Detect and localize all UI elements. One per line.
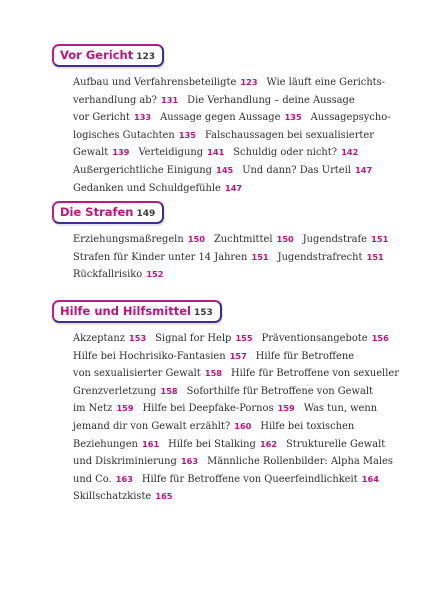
toc-entry[interactable]: Hilfe bei toxischen (260, 420, 355, 432)
toc-entry[interactable]: Rückfallrisiko 152 (73, 269, 164, 281)
toc-entry[interactable]: Wie läuft eine Gerichts- (266, 77, 386, 88)
toc-entry[interactable]: Aussage gegen Aussage 135 (160, 112, 302, 124)
toc-entry[interactable]: Akzeptanz 153 (73, 333, 147, 344)
toc-entry[interactable]: Hilfe bei Deepfake-Pornos 159 (142, 403, 295, 415)
toc-entry[interactable]: Was tun, wenn (303, 403, 378, 415)
toc-entry[interactable]: verhandlung ab? 131 (73, 94, 179, 106)
toc-entry[interactable]: Aussagepsycho- (310, 112, 391, 124)
toc-entry[interactable]: Jugendstrafe 151 (302, 234, 389, 245)
toc-entry[interactable]: Skillschatzkiste 165 (73, 491, 173, 503)
toc-entry[interactable]: Signal for Help 155 (155, 333, 253, 344)
toc-entry[interactable]: Jugendstrafrecht 151 (277, 251, 384, 263)
section-heading[interactable] (52, 44, 164, 67)
toc-entry[interactable]: Erziehungsmaßregeln 150 (73, 234, 205, 245)
toc-entry[interactable]: Außergerichtliche Einigung 145 (73, 164, 234, 176)
section-page-number: 123 (136, 52, 155, 62)
toc-entry[interactable]: Gedanken und Schuldgefühle 147 (73, 182, 243, 194)
section-title: Hilfe und Hilfsmittel (60, 304, 191, 318)
section-page-number: 149 (136, 209, 156, 219)
toc-entry[interactable]: Schuldig oder nicht? 142 (233, 147, 359, 159)
section-vor-gericht (52, 44, 391, 197)
entry-list (52, 231, 387, 284)
toc-entry[interactable]: von sexualisierter Gewalt 158 (73, 368, 222, 380)
toc-entry[interactable]: und Diskriminierung 163 (73, 456, 199, 468)
toc-entry[interactable]: Soforthilfe für Betroffene von Gewalt (186, 385, 373, 397)
toc-entry[interactable]: Hilfe für Betroffene (255, 350, 355, 362)
toc-entry[interactable]: Die Verhandlung – deine Aussage (187, 94, 355, 106)
toc-entry[interactable]: Zuchtmittel 150 (213, 234, 294, 245)
section-hilfe-und-hilfsmittel (52, 300, 399, 506)
toc-entry[interactable]: vor Gericht 133 (73, 112, 152, 124)
toc-entry[interactable]: Strafen für Kinder unter 14 Jahren 151 (73, 251, 269, 263)
toc-entry[interactable]: Gewalt 139 (73, 147, 130, 159)
section-heading[interactable] (52, 201, 164, 224)
toc-entry[interactable]: Verteidigung 141 (138, 147, 225, 159)
toc-entry[interactable]: Und dann? Das Urteil 147 (242, 164, 373, 176)
toc-entry[interactable]: Aufbau und Verfahrensbeteiligte 123 (73, 77, 258, 88)
toc-entry[interactable]: und Co. 163 (73, 473, 133, 485)
toc-entry[interactable]: Männliche Rollenbilder: Alpha Males (207, 456, 393, 468)
toc-entry[interactable]: Strukturelle Gewalt (286, 438, 386, 450)
section-title: Die Strafen (60, 205, 134, 219)
toc-entry[interactable]: Beziehungen 161 (73, 438, 160, 450)
toc-entry[interactable]: Hilfe für Betroffene von Queerfeindlichkeit 164 (141, 473, 379, 485)
section-page-number: 153 (193, 308, 213, 318)
toc-entry[interactable]: Falschaussagen bei sexualisierter (205, 129, 374, 141)
entry-list (52, 74, 391, 197)
toc-entry[interactable]: im Netz 159 (73, 403, 134, 415)
section-die-strafen (52, 201, 387, 284)
entry-list (52, 330, 399, 506)
section-heading[interactable] (52, 300, 222, 323)
toc-entry[interactable]: Präventionsangebote 156 (261, 333, 389, 344)
toc-entry[interactable]: Hilfe bei Hochrisiko-Fantasien 157 (73, 350, 247, 362)
section-title: Vor Gericht (60, 48, 134, 62)
toc-entry[interactable]: Hilfe für Betroffene von sexueller (230, 368, 399, 380)
toc-entry[interactable]: Grenzverletzung 158 (73, 385, 178, 397)
toc-entry[interactable]: jemand dir von Gewalt erzählt? 160 (73, 420, 252, 432)
toc-entry[interactable]: logisches Gutachten 135 (73, 129, 196, 141)
toc-entry[interactable]: Hilfe bei Stalking 162 (168, 438, 278, 450)
